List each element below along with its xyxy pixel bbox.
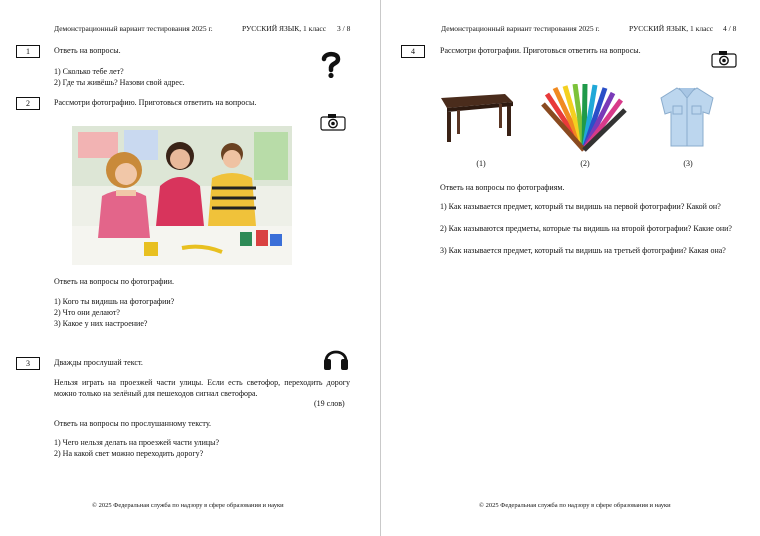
task-3-title: Дважды прослушай текст. [54,358,143,367]
photo-caption-1: (1) [476,159,486,168]
page-4 [381,0,760,536]
header-title: Демонстрационный вариант тестирования 2025 г. [441,24,600,33]
camera-icon [711,50,737,73]
task-3-question-2: 2) На какой свет можно переходить дорогу? [54,449,204,458]
task-4-question-3: 3) Как называется предмет, который ты видишь на третьей фотографии? Какая она? [440,246,726,255]
photo-caption-3: (3) [683,159,693,168]
task-3-text: Нельзя играть на проезжей части улицы. Если есть светофор, переходить дорогу можно только на зелёный для пешеходов сигнал светофора. [54,378,350,398]
task-number-3: 3 [16,357,40,370]
headphones-icon [322,343,350,376]
task-4-question-1: 1) Как называется предмет, который ты видишь на первой фотографии? Какой он? [440,202,721,211]
task-2-prompt: Ответь на вопросы по фотографии. [54,277,174,286]
header-page-number: 4 / 8 [723,24,737,33]
photo-pencils [541,84,627,159]
footer-copyright: © 2025 Федеральная служба по надзору в сфере образования и науки [479,502,671,509]
task-1-question-1: 1) Сколько тебе лет? [54,67,124,76]
task-3-question-1: 1) Чего нельзя делать на проезжей части улицы? [54,438,220,447]
task-2-question-3: 3) Какое у них настроение? [54,319,148,328]
camera-icon [320,113,346,136]
photo-children-painting [72,126,292,265]
task-4-question-2: 2) Как называются предметы, которые ты видишь на второй фотографии? Какие они? [440,224,732,233]
task-1-question-2: 2) Где ты живёшь? Назови свой адрес. [54,78,185,87]
question-mark-icon [318,50,344,83]
header-subject: РУССКИЙ ЯЗЫК, 1 класс [629,24,714,33]
photo-caption-2: (2) [580,159,590,168]
task-number-2: 2 [16,97,40,110]
photo-table [435,92,515,149]
task-2-title: Рассмотри фотографию. Приготовься ответить на вопросы. [54,98,257,107]
header-subject: РУССКИЙ ЯЗЫК, 1 класс [242,24,327,33]
header-page-number: 3 / 8 [337,24,351,33]
task-3-word-count: (19 слов) [314,399,345,408]
footer-copyright: © 2025 Федеральная служба по надзору в сфере образования и науки [92,502,284,509]
task-4-prompt: Ответь на вопросы по фотографиям. [440,183,565,192]
task-2-question-1: 1) Кого ты видишь на фотографии? [54,297,175,306]
task-3-prompt: Ответь на вопросы по прослушанному тексту. [54,419,212,428]
task-number-4: 4 [401,45,425,58]
task-number-1: 1 [16,45,40,58]
header-title: Демонстрационный вариант тестирования 2025 г. [54,24,213,33]
task-2-question-2: 2) Что они делают? [54,308,120,317]
task-4-title: Рассмотри фотографии. Приготовься ответить на вопросы. [440,46,641,55]
task-1-title: Ответь на вопросы. [54,46,121,55]
photo-shirt [657,84,717,153]
